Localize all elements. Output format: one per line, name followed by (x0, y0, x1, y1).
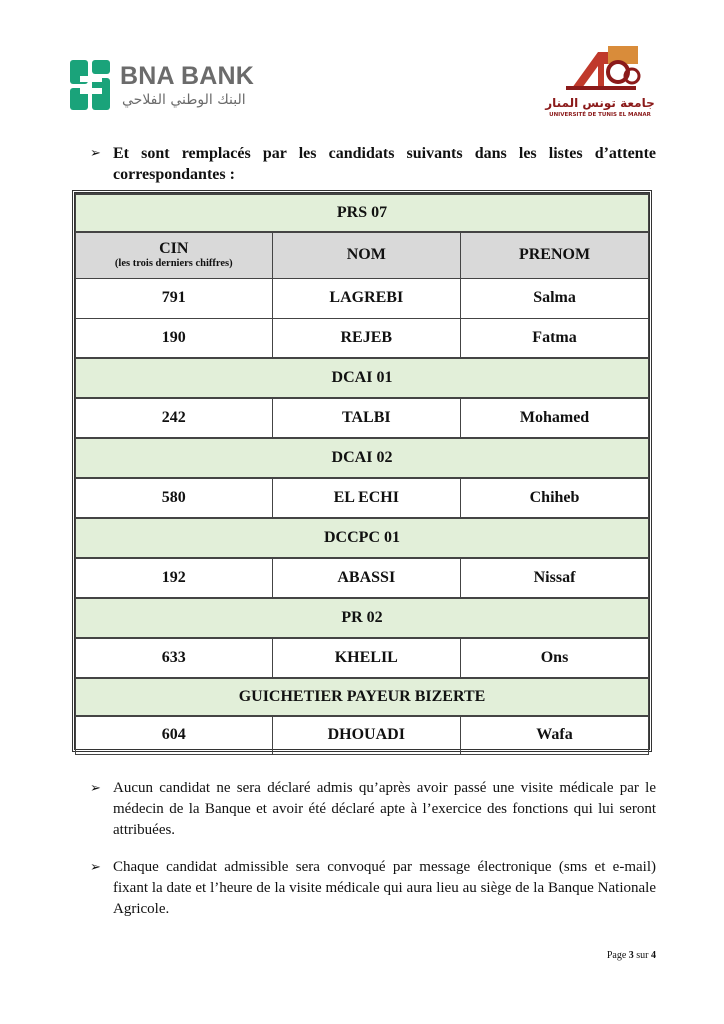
page-total: 4 (651, 950, 656, 961)
note-text: Aucun candidat ne sera déclaré admis qu’après avoir passé une visite médicale par le médecin de la Banque et avoir été déclaré apte à l’exercice des fonctions qui lui seront attribuées. (113, 780, 656, 838)
table-header-row (76, 232, 649, 278)
prenom-cell: Ons (461, 638, 649, 678)
arrow-bullet-icon: ➢ (90, 781, 101, 796)
intro-line-2: correspondantes : (113, 166, 235, 183)
nom-cell: TALBI (272, 398, 461, 438)
cin-cell: 190 (76, 318, 273, 358)
nom-cell: REJEB (272, 318, 461, 358)
prenom-cell: Salma (461, 278, 649, 318)
section-title: DCCPC 01 (76, 518, 649, 558)
table-row (76, 278, 649, 318)
table-row (76, 318, 649, 358)
cin-cell: 192 (76, 558, 273, 598)
section-row (76, 518, 649, 558)
table-row (76, 398, 649, 438)
cin-cell: 791 (76, 278, 273, 318)
prenom-cell: Nissaf (461, 558, 649, 598)
utm-latin-name: UNIVERSITÉ DE TUNIS EL MANAR (549, 112, 651, 118)
nom-cell: DHOUADI (272, 716, 461, 754)
cin-cell: 242 (76, 398, 273, 438)
section-row (76, 678, 649, 716)
cin-cell: 604 (76, 716, 273, 754)
cin-header-sublabel: (les trois derniers chiffres) (114, 258, 233, 270)
cin-cell: 580 (76, 478, 273, 518)
bna-bank-name: BNA BANK (120, 62, 254, 90)
bna-bank-logo (68, 58, 254, 114)
page-number (560, 950, 656, 961)
utm-arabic-name: جامعة تونس المنار (545, 96, 655, 110)
arrow-bullet-icon: ➢ (90, 146, 101, 161)
cin-cell: 633 (76, 638, 273, 678)
section-title: PRS 07 (76, 194, 649, 232)
nom-header: NOM (272, 232, 461, 278)
table-row (76, 558, 649, 598)
cin-header-label: CIN (159, 240, 189, 258)
section-row (76, 438, 649, 478)
table-row (76, 478, 649, 518)
nom-cell: ABASSI (272, 558, 461, 598)
nom-cell: LAGREBI (272, 278, 461, 318)
prenom-cell: Wafa (461, 716, 649, 754)
note-text: Chaque candidat admissible sera convoqué par message électronique (sms et e-mail) fixant la date et l’heure de la visite médicale qui aura lieu au siège de la Banque Nationale Agricole. (113, 859, 656, 917)
nom-cell: EL ECHI (272, 478, 461, 518)
prenom-cell: Mohamed (461, 398, 649, 438)
utm-logo (540, 42, 660, 122)
bna-bank-arabic-name: البنك الوطني الفلاحي (122, 92, 246, 108)
prenom-header: PRENOM (461, 232, 649, 278)
page-label: Page (606, 950, 627, 961)
prenom-cell: Chiheb (461, 478, 649, 518)
arrow-bullet-icon: ➢ (90, 860, 101, 875)
section-title: DCAI 01 (76, 358, 649, 398)
cin-header (76, 232, 273, 278)
nom-cell: KHELIL (272, 638, 461, 678)
table-row (76, 638, 649, 678)
section-title: DCAI 02 (76, 438, 649, 478)
section-row (76, 194, 649, 232)
page-current: 3 (628, 950, 634, 961)
intro-line-1: Et sont remplacés par les candidats suivants dans les listes d’attente (113, 145, 656, 162)
bna-logo-icon (68, 58, 112, 112)
replacement-candidates-table (72, 190, 652, 752)
table-row (76, 716, 649, 754)
medical-visit-note (90, 778, 656, 841)
page-sep: sur (636, 950, 649, 961)
convocation-note (90, 857, 656, 920)
section-row (76, 358, 649, 398)
prenom-cell: Fatma (461, 318, 649, 358)
section-row (76, 598, 649, 638)
section-title: PR 02 (76, 598, 649, 638)
intro-bullet (90, 143, 656, 185)
utm-emblem-icon (552, 42, 648, 98)
section-title: GUICHETIER PAYEUR BIZERTE (76, 678, 649, 716)
